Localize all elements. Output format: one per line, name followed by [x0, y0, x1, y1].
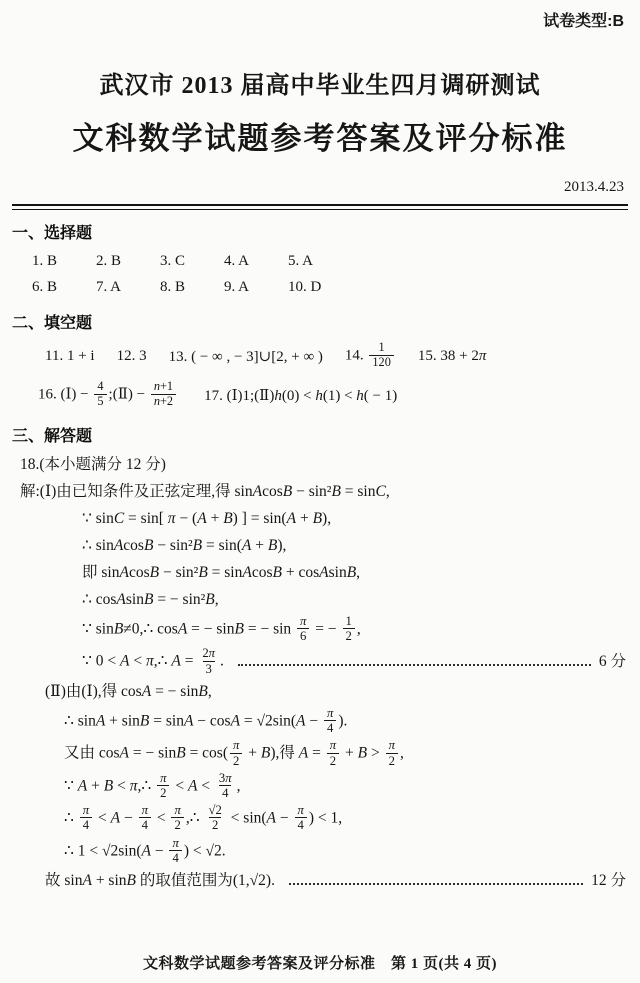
choice-answer-5: 5. A	[288, 253, 314, 269]
fill-answer-11: 11. 1 + i	[45, 347, 95, 364]
solution-line	[12, 707, 626, 736]
fraction: $\frac{2\pi}{3}$	[202, 646, 216, 676]
choice-answer-6: 6. B	[32, 279, 58, 295]
score-badge: 6 分	[598, 653, 626, 671]
page-footer: 文科数学试题参考答案及评分标准 第 1 页(共 4 页)	[143, 956, 497, 972]
fraction: $\frac{√2}{2}$	[208, 803, 222, 833]
question-18-heading: 18.(本小题满分 12 分)	[20, 456, 166, 473]
solution-step: ∵ sinB≠0,∴ cosA = − sinB = − sin $\frac{\pi}{6}$ = − $\frac{1}{2}$ ,	[82, 614, 361, 644]
solution-step: 即 sinAcosB − sin²B = sinAcosB + cosAsinB,	[82, 564, 361, 581]
choice-answer-10: 10. D	[288, 279, 322, 295]
fraction: $\frac{\pi}{6}$	[297, 614, 309, 643]
paper-type-label: 试卷类型:B	[543, 13, 624, 30]
solution-step: 又由 cosA = − sinB = cos( $\frac{\pi}{2}$ + B),得 A = $\frac{\pi}{2}$ + B > $\frac{\pi}{2}$ ,	[64, 738, 404, 768]
choice-answer-2: 2. B	[96, 253, 122, 269]
solution-line	[12, 588, 626, 612]
fraction: $\frac{\pi}{4}$	[295, 803, 307, 832]
choice-answer-4: 4. A	[224, 253, 250, 269]
fill-answer-14: 14. $\frac{1}{120}$	[345, 342, 396, 371]
solution-step: ∴ sinA + sinB = sinA − cosA = √2sin(A − $\frac{\pi}{4}$ ).	[64, 705, 348, 736]
choice-answers-row-2	[12, 274, 626, 300]
solution-line	[12, 615, 626, 644]
score-badge: 12 分	[591, 872, 626, 890]
fill-answer-17: 17. (Ⅰ)1;(Ⅱ)h(0) < h(1) < h( − 1)	[204, 387, 398, 404]
choice-answer-1: 1. B	[32, 253, 58, 269]
solution-line	[12, 804, 626, 833]
choice-answer-7: 7. A	[96, 279, 122, 295]
solution-line	[12, 507, 626, 531]
fill-answer-12: 12. 3	[116, 347, 147, 364]
solution-line	[12, 680, 626, 704]
solution-line-with-score	[12, 869, 626, 893]
solution-step: 解:(Ⅰ)由已知条件及正弦定理,得 sinAcosB − sin²B = sinC,	[20, 483, 390, 500]
fraction: $\frac{n+1}{n+2}$	[151, 380, 176, 409]
fraction: $\frac{3\pi}{4}$	[218, 770, 232, 800]
solution-step: ∴ cosAsinB = − sin²B,	[82, 591, 219, 608]
fraction: $\frac{\pi}{4}$	[139, 803, 151, 832]
solution-step: ∵ sinC = sin[ π − (A + B) ] = sin(A + B),	[82, 510, 332, 527]
choice-answer-8: 8. B	[160, 279, 186, 295]
fraction: $\frac{\pi}{2}$	[386, 738, 398, 767]
section-choice-heading: 一、选择题	[12, 225, 93, 242]
choice-answer-3: 3. C	[160, 253, 186, 269]
fraction: $\frac{\pi}{2}$	[171, 803, 183, 832]
solution-step: ∴ $\frac{\pi}{4}$ < A − $\frac{\pi}{4}$ < $\frac{\pi}{2}$ ,∴ $\frac{√2}{2}$ < sin(A − $\frac{\pi}{4}$ ) < 1,	[64, 803, 343, 833]
exam-date: 2013.4.23	[564, 179, 624, 195]
solution-step: ∴ sinAcosB − sin²B = sin(A + B),	[82, 537, 287, 554]
fill-answer-16: 16. (Ⅰ) − $\frac{4}{5}$ ;(Ⅱ) − $\frac{n+1}{n+2}$	[38, 381, 178, 410]
solution-line-with-score	[12, 647, 626, 676]
fraction: $\frac{1}{2}$	[343, 614, 355, 643]
dotted-leader	[238, 664, 591, 666]
fraction: $\frac{\pi}{4}$	[169, 836, 181, 865]
choice-answers-row-1	[12, 248, 626, 274]
solution-step: ∴ 1 < √2sin(A − $\frac{\pi}{4}$ ) < √2.	[64, 835, 226, 865]
fill-answer-13: 13. ( − ∞ , − 3]∪[2, + ∞ )	[168, 348, 323, 365]
section-solutions-heading: 三、解答题	[12, 428, 93, 445]
section-fill-heading: 二、填空题	[12, 315, 93, 332]
solution-line	[12, 561, 626, 585]
answer-key-title: 文科数学试题参考答案及评分标准	[72, 121, 568, 156]
solution-line	[12, 837, 626, 866]
fill-answer-15: 15. 38 + 2π	[417, 347, 487, 364]
document-body	[0, 225, 640, 893]
fill-answers-row-1	[12, 339, 626, 373]
solution-line	[12, 772, 626, 801]
solution-step: ∵ A + B < π,∴ $\frac{\pi}{2}$ < A < $\frac{3\pi}{4}$ ,	[64, 770, 241, 800]
solution-line	[12, 480, 626, 504]
solution-step: ∵ 0 < A < π,∴ A = $\frac{2\pi}{3}$ .	[82, 646, 224, 676]
fraction: $\frac{4}{5}$	[94, 380, 106, 409]
solution-line	[12, 534, 626, 558]
solution-step: (Ⅱ)由(Ⅰ),得 cosA = − sinB,	[45, 682, 212, 700]
fraction: $\frac{1}{120}$	[369, 341, 393, 370]
dotted-leader	[289, 883, 583, 885]
exam-title: 武汉市 2013 届高中毕业生四月调研测试	[99, 73, 541, 99]
solution-step: 故 sinA + sinB 的取值范围为(1,√2).	[45, 872, 275, 890]
choice-answer-9: 9. A	[224, 279, 250, 295]
solution-line	[12, 739, 626, 768]
fraction: $\frac{\pi}{4}$	[80, 803, 92, 832]
fill-answers-row-2	[12, 377, 626, 413]
fraction: $\frac{\pi}{2}$	[230, 738, 242, 767]
fraction: $\frac{\pi}{2}$	[327, 738, 339, 767]
fraction: $\frac{\pi}{4}$	[324, 706, 336, 735]
fraction: $\frac{\pi}{2}$	[157, 771, 169, 800]
divider-double-rule	[12, 204, 628, 210]
